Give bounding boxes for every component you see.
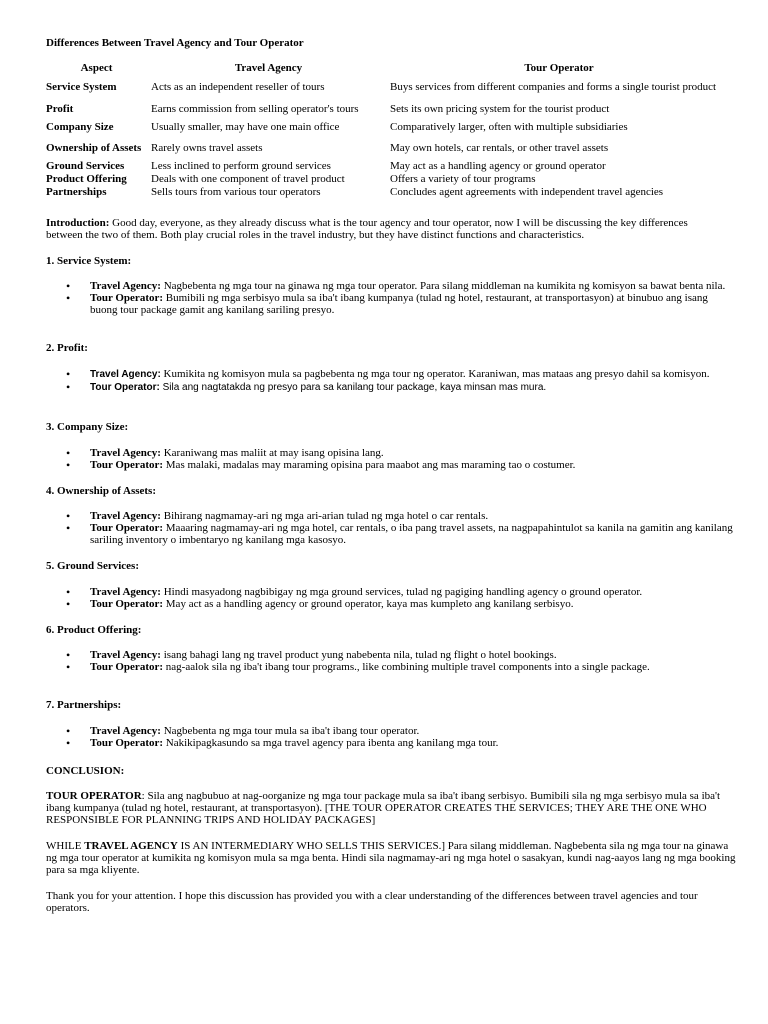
item-text: Bihirang nagmamay-ari ng mga ari-arian tulad ng mga hotel o car rentals. <box>160 510 489 522</box>
aspect-cell: Company Size <box>46 120 114 133</box>
list-item <box>46 381 736 394</box>
list-item <box>46 522 736 546</box>
section-heading: 3. Company Size: <box>46 421 129 433</box>
item-label: Travel Agency: <box>90 447 161 459</box>
aspect-cell: Product Offering <box>46 173 127 185</box>
travel-agency-cell: Usually smaller, may have one main office <box>151 120 340 133</box>
aspect-cell: Ground Services <box>46 160 125 172</box>
item-text: Hindi masyadong nagbibigay ng mga ground services, tulad ng pagiging handling agency o ground operator. <box>160 586 643 598</box>
intro-text: Good day, everyone, as they already discuss what is the tour agency and tour operator, now I will be discussing the key differences between the two of them. Both play crucial roles in the travel industry, but they have distinct functions and characteristics. <box>46 217 688 241</box>
table-row <box>44 186 730 199</box>
travel-agency-cell: Sells tours from various tour operators <box>151 186 321 198</box>
closing-paragraph: Thank you for your attention. I hope this discussion has provided you with a clear understanding of the differences between travel agencies and tour operators. <box>46 890 698 914</box>
introduction-paragraph <box>46 217 726 241</box>
travel-agency-cell: Earns commission from selling operator's tours <box>151 102 359 115</box>
aspect-cell: Service System <box>46 81 117 93</box>
intro-label: Introduction: <box>46 217 110 229</box>
section-list <box>46 447 736 471</box>
table-row <box>44 100 730 118</box>
table-header-row <box>44 62 730 75</box>
travel-agency-cell: Acts as an independent reseller of tours <box>151 81 325 93</box>
list-item <box>46 280 736 292</box>
table-row <box>44 160 730 173</box>
section-heading: 5. Ground Services: <box>46 560 139 572</box>
list-item <box>46 292 736 316</box>
list-item <box>46 649 736 661</box>
aspect-cell: Partnerships <box>46 186 107 198</box>
section-heading: 4. Ownership of Assets: <box>46 485 157 497</box>
section-list <box>46 725 736 749</box>
section-list <box>46 586 736 610</box>
conclusion-p2-text: IS AN INTERMEDIARY WHO SELLS THIS SERVICES.] Para silang middleman. Nagbebenta sila ng mga tour na ginawa ng mga tour operator at kumikita ng komisyon mula sa mga benta. Hindi sila nagmamay-ari ng mga hotel o sasakyan, kundi nag-aayos lang ng mga booking para sa mga kliyente. <box>46 840 736 876</box>
conclusion-p2-pre: WHILE <box>46 840 85 852</box>
tour-operator-cell: Offers a variety of tour programs <box>390 173 536 185</box>
item-label: Travel Agency: <box>90 510 161 522</box>
tour-operator-cell: May act as a handling agency or ground operator <box>390 160 606 172</box>
tour-operator-cell: May own hotels, car rentals, or other travel assets <box>390 141 609 154</box>
tour-operator-cell: Concludes agent agreements with independent travel agencies <box>390 186 664 198</box>
section-list <box>46 649 736 673</box>
item-text: Mas malaki, madalas may maraming opisina para maabot ang mas maraming tao o costumer. <box>163 459 576 471</box>
tour-operator-cell: Sets its own pricing system for the tourist product <box>390 102 610 115</box>
section-list <box>46 280 736 316</box>
section-heading: 6. Product Offering: <box>46 624 142 636</box>
section-list <box>46 368 736 394</box>
table-row <box>44 75 730 100</box>
item-text: Sila ang nagtatakda ng presyo para sa kanilang tour package, kaya minsan mas mura. <box>159 382 547 393</box>
travel-agency-cell: Deals with one component of travel product <box>151 173 345 185</box>
item-text: isang bahagi lang ng travel product yung nabebenta nila, tulad ng flight o hotel bookings. <box>160 649 557 661</box>
travel-agency-cell: Rarely owns travel assets <box>151 141 263 154</box>
item-text: Bumibili ng mga serbisyo mula sa iba't ibang kumpanya (tulad ng hotel, restaurant, at transportasyon) at binubuo ang isang buong tour package gamit ang kanilang sariling presyo. <box>90 292 708 316</box>
list-item <box>46 368 736 381</box>
section-list <box>46 510 736 546</box>
item-text: Karaniwang mas maliit at may isang opisina lang. <box>160 447 384 459</box>
tour-operator-cell: Buys services from different companies and forms a single tourist product <box>390 81 717 93</box>
item-text: Kumikita ng komisyon mula sa pagbebenta ng mga tour ng operator. Karaniwan, mas mataas ang presyo dahil sa komisyon. <box>160 368 710 380</box>
list-item <box>46 459 736 471</box>
item-label: Travel Agency: <box>90 280 161 292</box>
aspect-cell: Ownership of Assets <box>46 141 142 154</box>
aspect-cell: Profit <box>46 102 74 115</box>
list-item <box>46 510 736 522</box>
item-label: Travel Agency: <box>90 369 161 380</box>
item-text: Nagbebenta ng mga tour na ginawa ng mga tour operator. Para silang middleman na kumikita ng komisyon sa bawat benta nila. <box>160 280 726 292</box>
travel-agency-cell: Less inclined to perform ground services <box>151 160 331 172</box>
document-title: Differences Between Travel Agency and Tour Operator <box>46 37 304 49</box>
item-label: Travel Agency: <box>90 649 161 661</box>
tour-operator-cell: Comparatively larger, often with multiple subsidiaries <box>390 120 628 133</box>
item-text: Nakikipagkasundo sa mga travel agency para ibenta ang kanilang mga tour. <box>163 737 499 749</box>
item-text: Nagbebenta ng mga tour mula sa iba't ibang tour operator. <box>160 725 420 737</box>
item-label: Travel Agency: <box>90 725 161 737</box>
list-item <box>46 447 736 459</box>
section-heading: 2. Profit: <box>46 342 88 354</box>
item-text: nag-aalok sila ng iba't ibang tour programs., like combining multiple travel components into a single package. <box>163 661 650 673</box>
header-tour-operator: Tour Operator <box>524 62 594 74</box>
travel-agency-label: TRAVEL AGENCY <box>84 840 178 852</box>
header-aspect: Aspect <box>80 62 113 74</box>
item-label: Tour Operator: <box>90 382 160 393</box>
item-label: Tour Operator: <box>90 292 164 304</box>
list-item <box>46 737 736 749</box>
item-label: Tour Operator: <box>90 598 164 610</box>
tour-operator-label: TOUR OPERATOR <box>46 790 142 802</box>
table-row <box>44 136 730 160</box>
comparison-table <box>44 62 730 199</box>
table-row <box>44 173 730 186</box>
conclusion-heading: CONCLUSION: <box>46 765 125 777</box>
item-label: Tour Operator: <box>90 661 164 673</box>
conclusion-tour-operator-paragraph <box>46 790 736 826</box>
list-item <box>46 598 736 610</box>
list-item <box>46 586 736 598</box>
item-text: May act as a handling agency or ground operator, kaya mas kumpleto ang kanilang serbisyo. <box>163 598 574 610</box>
item-text: Maaaring nagmamay-ari ng mga hotel, car rentals, o iba pang travel assets, na nagpapahintulot sa kanila na gamitin ang kanilang sariling inventory o imbentaryo ng kanilang mga kasosyo. <box>90 522 733 546</box>
header-travel-agency: Travel Agency <box>234 62 303 74</box>
list-item <box>46 661 736 673</box>
conclusion-travel-agency-paragraph <box>46 840 736 876</box>
item-label: Travel Agency: <box>90 586 161 598</box>
item-label: Tour Operator: <box>90 459 164 471</box>
section-heading: 7. Partnerships: <box>46 699 122 711</box>
item-label: Tour Operator: <box>90 522 164 534</box>
section-heading: 1. Service System: <box>46 255 132 267</box>
conclusion-p1-text: : Sila ang nagbubuo at nag-oorganize ng mga tour package mula sa iba't ibang serbisyo. Bumibili sila ng mga serbisyo mula sa iba't ibang kumpanya (tulad ng hotel, restaurant, at transportasyon). [THE TOUR OPERATOR CREATES THE SERVICES; THEY ARE THE ONE WHO RESPONSIBLE FOR PLANNING TRIPS AND HOLIDAY PACKAGES] <box>46 790 721 826</box>
item-label: Tour Operator: <box>90 737 164 749</box>
table-row <box>44 118 730 136</box>
list-item <box>46 725 736 737</box>
